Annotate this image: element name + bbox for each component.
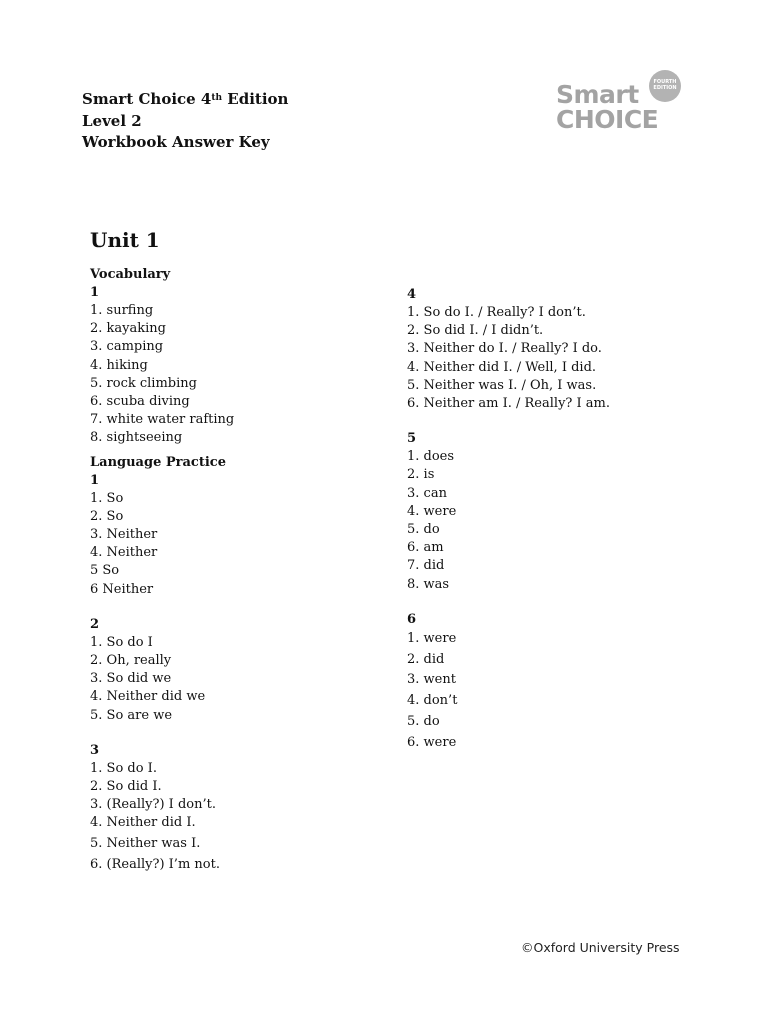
document-type: Workbook Answer Key [82, 133, 270, 151]
exercise-number: 2 [90, 616, 100, 632]
answer-item: 6. Neither am I. / Really? I am. [407, 396, 610, 412]
answer-item: 3. Neither [90, 527, 158, 543]
book-title: Smart Choice 4th Edition [82, 90, 289, 108]
exercise-number: 3 [90, 742, 100, 758]
answer-item: 4. were [407, 503, 457, 519]
answer-item: 5. Neither was I. [90, 835, 201, 851]
answer-item: 7. did [407, 558, 445, 574]
answer-item: 6 Neither [90, 581, 154, 597]
answer-item: 2. Oh, really [90, 653, 172, 669]
right-column [407, 286, 727, 754]
answer-item: 4. Neither did I. / Well, I did. [407, 359, 597, 375]
document-header [82, 89, 288, 154]
answer-item: 5. rock climbing [90, 375, 197, 391]
answer-item: 2. So [90, 508, 124, 524]
answer-list [90, 302, 380, 448]
answer-item: 1. were [407, 630, 457, 646]
answer-list [90, 760, 380, 875]
exercise-number: 1 [90, 285, 100, 300]
smart-choice-logo [556, 68, 684, 138]
book-level: Level 2 [82, 111, 142, 130]
answer-item: 6. scuba diving [90, 394, 190, 410]
section-title-vocabulary: Vocabulary [90, 267, 171, 282]
answer-item: 5. So are we [90, 707, 173, 723]
exercise-number: 1 [90, 472, 100, 488]
answer-item: 5 So [90, 563, 120, 579]
answer-list [407, 304, 727, 413]
copyright-footer: ©Oxford University Press [521, 940, 680, 955]
answer-item: 8. was [407, 576, 450, 592]
answer-list [407, 629, 727, 754]
answer-item: 2. So did I. [90, 779, 162, 795]
answer-item: 1. So do I. / Really? I don’t. [407, 305, 586, 320]
exercise-number: 6 [407, 611, 417, 627]
answer-item: 3. can [407, 485, 447, 501]
section-title-language-practice: Language Practice [90, 454, 226, 470]
answer-item: 3. Neither do I. / Really? I do. [407, 341, 602, 357]
answer-item: 1. does [407, 449, 455, 465]
answer-item: 8. sightseeing [90, 430, 183, 446]
logo-word-choice: CHOICE [556, 105, 659, 134]
answer-item: 1. So [90, 490, 124, 506]
answer-item: 4. Neither did we [90, 689, 206, 705]
answer-item: 2. kayaking [90, 321, 166, 337]
answer-item: 6. (Really?) I’m not. [90, 856, 220, 872]
logo-word-smart: Smart [556, 80, 639, 109]
unit-title: Unit 1 [90, 228, 160, 252]
answer-item: 3. So did we [90, 671, 172, 687]
answer-item: 1. So do I [90, 634, 153, 650]
answer-item: 4. hiking [90, 357, 148, 373]
answer-item: 6. am [407, 540, 444, 556]
answer-item: 5. Neither was I. / Oh, I was. [407, 377, 597, 393]
answer-item: 5. do [407, 714, 440, 730]
answer-item: 3. (Really?) I don’t. [90, 797, 216, 813]
answer-item: 2. So did I. / I didn’t. [407, 323, 544, 339]
answer-item: 6. were [407, 734, 457, 750]
answer-list [90, 490, 380, 599]
answer-item: 5. do [407, 522, 440, 538]
exercise-number: 5 [407, 431, 417, 447]
answer-item: 3. camping [90, 339, 164, 355]
answer-item: 3. went [407, 672, 456, 688]
answer-item: 4. don’t [407, 693, 458, 709]
answer-item: 1. surfing [90, 303, 154, 318]
answer-list [407, 448, 727, 594]
answer-item: 4. Neither did I. [90, 815, 196, 831]
left-column [90, 266, 380, 875]
answer-list [90, 634, 380, 725]
exercise-number: 4 [407, 287, 417, 302]
answer-item: 1. So do I. [90, 760, 157, 776]
answer-item: 4. Neither [90, 545, 158, 561]
logo-edition-badge: FOURTH EDITION [649, 70, 681, 102]
answer-item: 2. did [407, 651, 445, 667]
answer-item: 2. is [407, 467, 435, 483]
answer-item: 7. white water rafting [90, 412, 235, 428]
